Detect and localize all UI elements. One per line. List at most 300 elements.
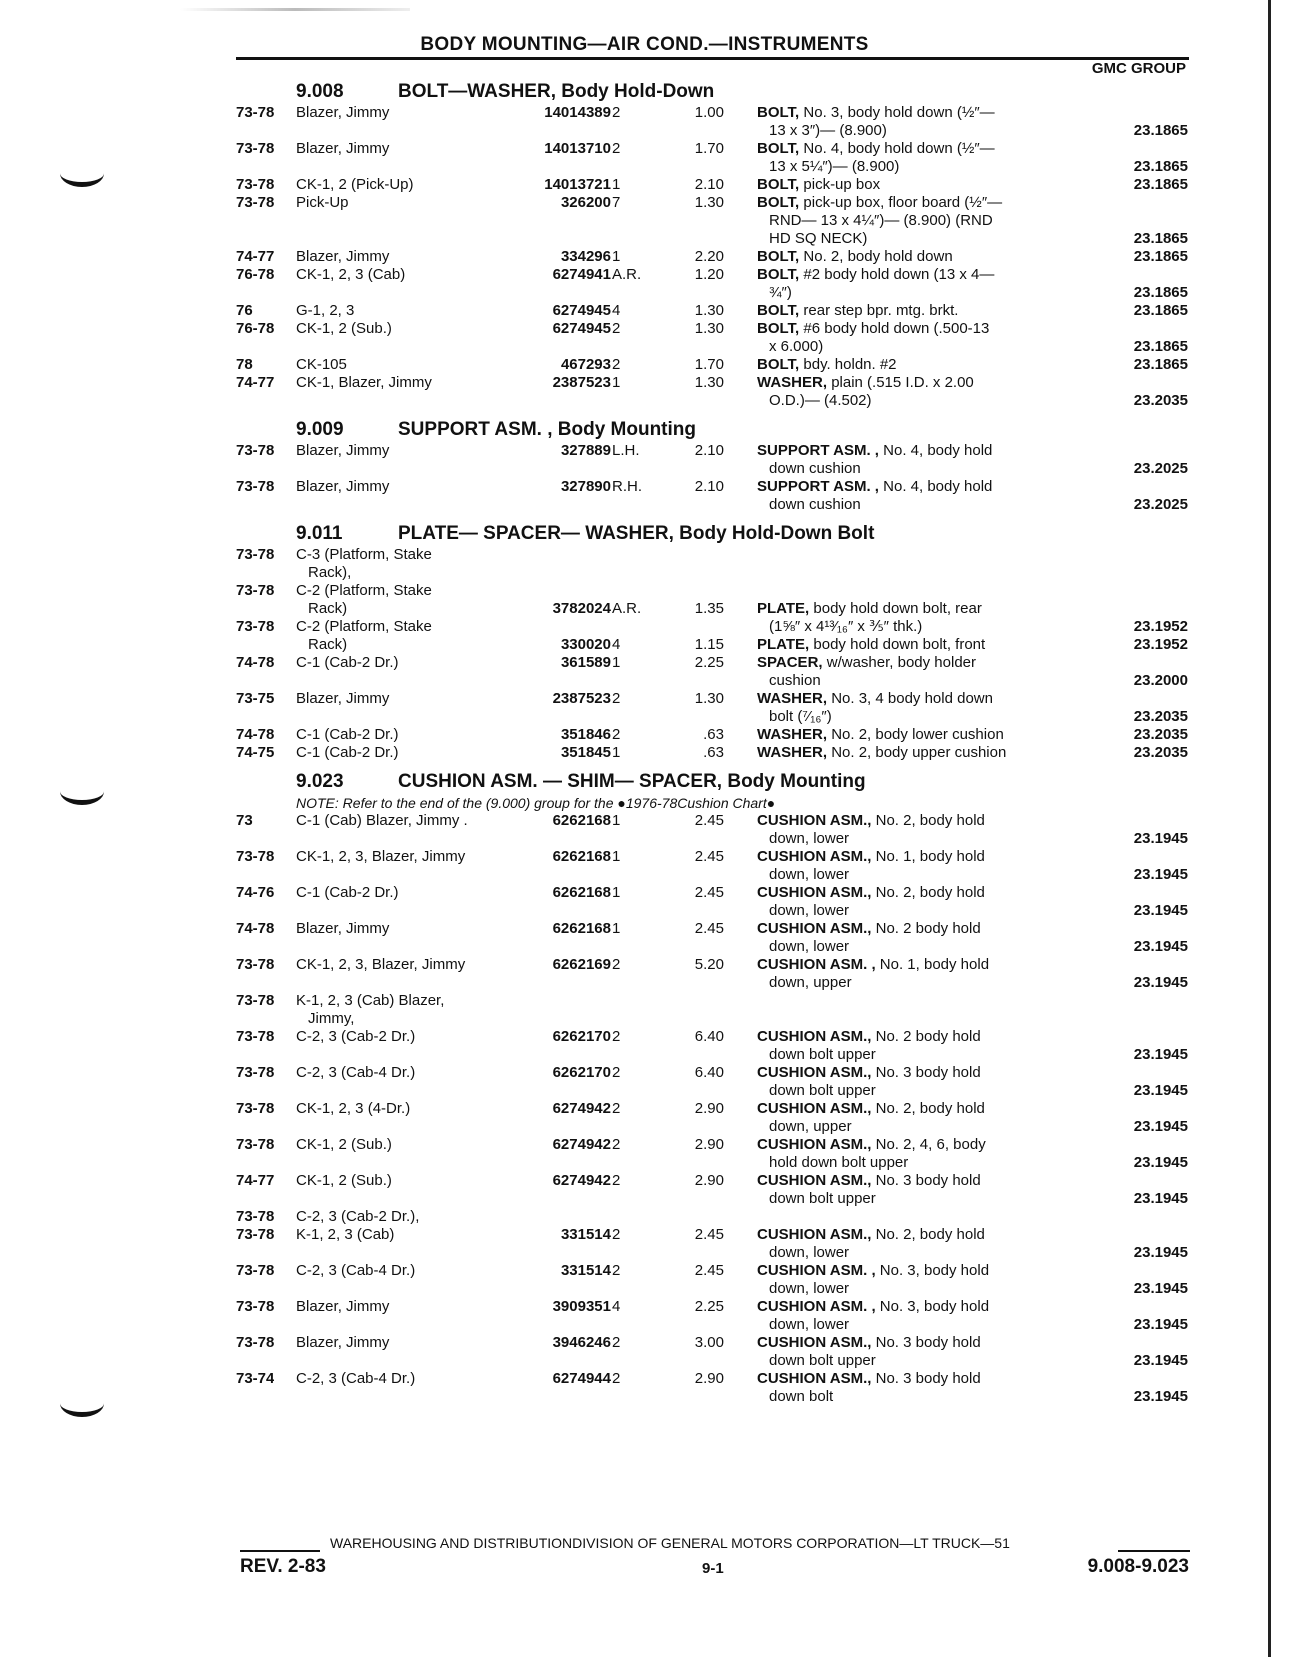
section-title: BOLT—WASHER, Body Hold-Down: [398, 81, 715, 102]
list-price: 1.30: [694, 194, 724, 211]
model-line: CK-1, 2, 3, Blazer, Jimmy: [296, 956, 466, 973]
description-line: [757, 320, 1069, 338]
model-years: 74-78: [236, 726, 275, 743]
title-rule: [236, 57, 1189, 60]
description-line: [757, 726, 1069, 744]
description-line: [757, 1082, 1069, 1100]
part-number: 467293: [560, 356, 611, 373]
part-description: [757, 248, 1069, 266]
description-text: 13 x 3″)— (8.900): [769, 122, 887, 139]
part-type: WASHER,: [757, 374, 828, 391]
part-number: 6262168: [552, 884, 611, 901]
model-years: 73-78: [236, 176, 275, 193]
model-line: Jimmy,: [308, 1010, 355, 1027]
part-description: [757, 176, 1069, 194]
part-description: [757, 884, 1069, 920]
section-title: SUPPORT ASM. , Body Mounting: [398, 419, 696, 440]
description-line: [757, 230, 1069, 248]
description-line: [757, 902, 1069, 920]
quantity: 2: [612, 320, 621, 337]
parts-catalog: [0, 80, 1289, 1406]
description-text: down, lower: [769, 1280, 850, 1297]
model-line: Blazer, Jimmy: [296, 1298, 390, 1315]
part-type: BOLT,: [757, 176, 800, 193]
part-description: [757, 266, 1069, 302]
quantity: 2: [612, 1100, 621, 1117]
quantity: 2: [612, 1028, 621, 1045]
section-range: 9.008-9.023: [1087, 1556, 1189, 1577]
quantity: 1: [612, 248, 621, 265]
model-line: CK-1, 2, 3 (4-Dr.): [296, 1100, 411, 1117]
group-code: 23.1865: [1133, 158, 1188, 175]
description-text: bolt (⁷⁄₁₆″): [769, 708, 832, 725]
part-number: 2387523: [552, 374, 611, 391]
group-code: 23.1945: [1133, 1082, 1188, 1099]
quantity: 1: [612, 848, 621, 865]
part-type: CUSHION ASM. ,: [757, 956, 876, 973]
list-price: 6.40: [694, 1064, 724, 1081]
description-line: [757, 920, 1069, 938]
part-row: [0, 1136, 1289, 1172]
list-price: 2.45: [694, 920, 724, 937]
section-header: [0, 418, 1289, 442]
description-line: [757, 866, 1069, 884]
part-description: [757, 690, 1069, 726]
part-row: [0, 848, 1289, 884]
group-code: 23.1945: [1133, 1316, 1188, 1333]
list-price: 2.90: [694, 1136, 724, 1153]
description-line: [757, 654, 1069, 672]
group-code: 23.1865: [1133, 338, 1188, 355]
part-description: [757, 374, 1069, 410]
model-line: CK-1, Blazer, Jimmy: [296, 374, 432, 391]
part-description: [757, 1334, 1069, 1370]
page-title: BODY MOUNTING—AIR COND.—INSTRUMENTS: [420, 34, 869, 55]
list-price: 1.70: [694, 140, 724, 157]
description-text: down, upper: [769, 974, 852, 991]
group-code: 23.1865: [1133, 248, 1188, 265]
part-type: CUSHION ASM. ,: [757, 1262, 876, 1279]
quantity: R.H.: [612, 478, 642, 495]
description-line: [757, 1370, 1069, 1388]
model-line: Blazer, Jimmy: [296, 478, 390, 495]
description-text: No. 2, body hold: [875, 812, 985, 829]
part-number: 351845: [560, 744, 611, 761]
quantity: 1: [612, 920, 621, 937]
description-line: [757, 496, 1069, 514]
description-line: [757, 1226, 1069, 1244]
description-line: [757, 302, 1069, 320]
description-text: #2 body hold down (13 x 4—: [803, 266, 995, 283]
description-line: [757, 122, 1069, 140]
model-line: CK-1, 2 (Sub.): [296, 320, 392, 337]
description-text: No. 2, body upper cushion: [831, 744, 1007, 761]
part-type: PLATE,: [757, 600, 810, 617]
note-text: NOTE: Refer to the end of the (9.000) group for the ●1976-78Cushion Chart●: [296, 795, 776, 811]
part-number: 6262169: [552, 956, 611, 973]
section-header: [0, 80, 1289, 104]
part-row: [0, 690, 1289, 726]
model-line: Rack),: [308, 564, 352, 581]
part-row: [0, 248, 1289, 266]
quantity: A.R.: [612, 266, 642, 283]
part-type: BOLT,: [757, 266, 800, 283]
model-line: CK-1, 2 (Sub.): [296, 1172, 392, 1189]
part-description: [757, 920, 1069, 956]
model-years: 74-77: [236, 374, 275, 391]
group-code: 23.1945: [1133, 830, 1188, 847]
list-price: 5.20: [694, 956, 724, 973]
part-row: [0, 302, 1289, 320]
part-description: [757, 1262, 1069, 1298]
group-code: 23.2035: [1133, 392, 1188, 409]
description-text: No. 3 body hold: [875, 1370, 981, 1387]
list-price: 2.45: [694, 1226, 724, 1243]
list-price: 2.90: [694, 1100, 724, 1117]
part-description: [757, 140, 1069, 176]
model-years: 73-78: [236, 1208, 275, 1225]
description-text: O.D.)— (4.502): [769, 392, 872, 409]
part-type: CUSHION ASM.,: [757, 1172, 872, 1189]
description-line: [757, 1046, 1069, 1064]
model-years: 73-75: [236, 690, 275, 707]
model-years: 73-78: [236, 104, 275, 121]
part-type: CUSHION ASM.,: [757, 1100, 872, 1117]
description-line: [757, 1388, 1069, 1406]
description-text: No. 3, body hold: [879, 1262, 990, 1279]
model-years: 73-78: [236, 546, 275, 563]
description-text: pick-up box: [803, 176, 881, 193]
model-line: C-2, 3 (Cab-2 Dr.),: [296, 1208, 420, 1225]
section-header: [0, 522, 1289, 546]
list-price: 1.30: [694, 374, 724, 391]
part-number: 351846: [560, 726, 611, 743]
list-price: 1.70: [694, 356, 724, 373]
quantity: 4: [612, 302, 621, 319]
part-type: BOLT,: [757, 320, 800, 337]
quantity: 2: [612, 1334, 621, 1351]
list-price: 2.45: [694, 848, 724, 865]
description-text: No. 2 body hold: [875, 920, 981, 937]
section-number: 9.009: [296, 419, 344, 440]
list-price: .63: [703, 744, 724, 761]
quantity: 1: [612, 744, 621, 761]
part-type: CUSHION ASM.,: [757, 848, 872, 865]
part-type: CUSHION ASM. ,: [757, 1298, 876, 1315]
part-number: 6262168: [552, 812, 611, 829]
description-line: [757, 1064, 1069, 1082]
quantity: 4: [612, 1298, 621, 1315]
group-code: 23.1865: [1133, 302, 1188, 319]
part-description: [757, 1064, 1069, 1100]
description-text: No. 2, body hold: [875, 884, 985, 901]
vehicle-model: [296, 1208, 506, 1226]
quantity: 2: [612, 104, 621, 121]
part-row: [0, 1208, 1289, 1226]
description-line: [757, 1316, 1069, 1334]
group-code: 23.1945: [1133, 1388, 1188, 1405]
model-line: Blazer, Jimmy: [296, 140, 390, 157]
quantity: 2: [612, 726, 621, 743]
description-text: rear step bpr. mtg. brkt.: [803, 302, 959, 319]
group-code: 23.1952: [1133, 636, 1188, 653]
model-years: 73-78: [236, 992, 275, 1009]
model-line: C-3 (Platform, Stake: [296, 546, 432, 563]
part-description: [757, 302, 1069, 320]
model-years: 73-78: [236, 1298, 275, 1315]
list-price: 6.40: [694, 1028, 724, 1045]
part-number: 326200: [560, 194, 611, 211]
part-number: 331514: [560, 1226, 611, 1243]
description-line: [757, 848, 1069, 866]
description-line: [757, 1280, 1069, 1298]
model-line: C-2, 3 (Cab-2 Dr.): [296, 1028, 416, 1045]
part-row: [0, 478, 1289, 514]
description-text: down, lower: [769, 866, 850, 883]
part-number: 6274942: [552, 1100, 611, 1117]
group-code: 23.2035: [1133, 726, 1188, 743]
model-line: C-2, 3 (Cab-4 Dr.): [296, 1370, 416, 1387]
model-line: C-1 (Cab-2 Dr.): [296, 654, 399, 671]
description-line: [757, 1190, 1069, 1208]
part-number: 6262168: [552, 920, 611, 937]
list-price: 2.45: [694, 1262, 724, 1279]
description-line: [757, 194, 1069, 212]
description-line: [757, 266, 1069, 284]
part-type: BOLT,: [757, 356, 800, 373]
description-text: No. 3, 4 body hold down: [831, 690, 993, 707]
description-text: down bolt upper: [769, 1352, 876, 1369]
model-years: 73-78: [236, 1100, 275, 1117]
model-years: 73: [236, 812, 253, 829]
group-code: 23.1952: [1133, 618, 1188, 635]
description-text: pick-up box, floor board (½″—: [803, 194, 1003, 211]
description-line: [757, 104, 1069, 122]
description-line: [757, 1244, 1069, 1262]
description-text: No. 3 body hold: [875, 1334, 981, 1351]
description-text: No. 3, body hold down (½″—: [803, 104, 995, 121]
part-type: WASHER,: [757, 690, 828, 707]
group-code: 23.2025: [1133, 460, 1188, 477]
section-number: 9.008: [296, 81, 344, 102]
group-code: 23.2025: [1133, 496, 1188, 513]
list-price: 2.90: [694, 1172, 724, 1189]
model-line: C-1 (Cab) Blazer, Jimmy .: [296, 812, 468, 829]
part-description: [757, 956, 1069, 992]
model-line: Blazer, Jimmy: [296, 1334, 390, 1351]
model-years: 73-74: [236, 1370, 275, 1387]
description-line: [757, 392, 1069, 410]
model-line: CK-105: [296, 356, 347, 373]
description-text: cushion: [769, 672, 821, 689]
list-price: 2.45: [694, 812, 724, 829]
model-years: 76: [236, 302, 253, 319]
part-description: [757, 812, 1069, 848]
description-line: [757, 1028, 1069, 1046]
description-text: No. 3, body hold: [879, 1298, 990, 1315]
part-row: [0, 442, 1289, 478]
part-row: [0, 194, 1289, 248]
part-row: [0, 884, 1289, 920]
part-type: PLATE,: [757, 636, 810, 653]
part-number: 6262168: [552, 848, 611, 865]
description-text: bdy. holdn. #2: [803, 356, 897, 373]
description-line: [757, 338, 1069, 356]
description-line: [757, 1352, 1069, 1370]
description-text: #6 body hold down (.500-13: [803, 320, 990, 337]
description-line: [757, 212, 1069, 230]
model-line: C-1 (Cab-2 Dr.): [296, 744, 399, 761]
part-description: [757, 1100, 1069, 1136]
vehicle-model: [296, 992, 506, 1028]
group-code: 23.1945: [1133, 1352, 1188, 1369]
part-description: [757, 1136, 1069, 1172]
model-line: C-2 (Platform, Stake: [296, 618, 432, 635]
part-type: CUSHION ASM.,: [757, 1064, 872, 1081]
revision-label: REV. 2-83: [240, 1556, 326, 1577]
part-type: BOLT,: [757, 302, 800, 319]
description-line: [757, 956, 1069, 974]
description-line: [757, 248, 1069, 266]
part-number: 334296: [560, 248, 611, 265]
part-number: 331514: [560, 1262, 611, 1279]
description-text: hold down bolt upper: [769, 1154, 909, 1171]
description-text: No. 2, body hold: [875, 1100, 985, 1117]
description-line: [757, 460, 1069, 478]
part-number: 330020: [560, 636, 611, 653]
part-row: [0, 1262, 1289, 1298]
model-years: 74-78: [236, 654, 275, 671]
list-price: 2.45: [694, 884, 724, 901]
model-years: 73-78: [236, 478, 275, 495]
part-number: 6274945: [552, 320, 611, 337]
quantity: 2: [612, 956, 621, 973]
list-price: 2.10: [694, 442, 724, 459]
model-line: Blazer, Jimmy: [296, 920, 390, 937]
description-line: [757, 812, 1069, 830]
quantity: A.R.: [612, 600, 642, 617]
quantity: 2: [612, 1226, 621, 1243]
model-line: Blazer, Jimmy: [296, 104, 390, 121]
part-type: CUSHION ASM.,: [757, 1226, 872, 1243]
model-line: C-2, 3 (Cab-4 Dr.): [296, 1064, 416, 1081]
quantity: 2: [612, 1172, 621, 1189]
part-row: [0, 320, 1289, 356]
description-text: down, lower: [769, 938, 850, 955]
group-code: 23.1945: [1133, 1244, 1188, 1261]
description-line: [757, 1262, 1069, 1280]
group-label: GMC GROUP: [1091, 60, 1186, 77]
model-line: C-2, 3 (Cab-4 Dr.): [296, 1262, 416, 1279]
group-code: 23.2035: [1133, 708, 1188, 725]
list-price: 1.15: [694, 636, 724, 653]
quantity: 2: [612, 1370, 621, 1387]
part-row: [0, 1100, 1289, 1136]
part-type: SUPPORT ASM. ,: [757, 478, 879, 495]
description-line: [757, 938, 1069, 956]
group-code: 23.1865: [1133, 284, 1188, 301]
description-text: No. 2, body hold: [875, 1226, 985, 1243]
part-row: [0, 956, 1289, 992]
model-line: CK-1, 2, 3 (Cab): [296, 266, 406, 283]
footer-rule: [1118, 1550, 1190, 1552]
part-number: 6262170: [552, 1028, 611, 1045]
description-text: ¾″): [769, 284, 792, 301]
part-description: [757, 1370, 1069, 1406]
description-line: [757, 1154, 1069, 1172]
description-text: plain (.515 I.D. x 2.00: [831, 374, 974, 391]
part-type: CUSHION ASM.,: [757, 1028, 872, 1045]
part-description: [757, 478, 1069, 514]
section-header: [0, 770, 1289, 794]
part-row: [0, 1334, 1289, 1370]
description-text: No. 4, body hold: [883, 442, 993, 459]
part-number: 6274942: [552, 1172, 611, 1189]
model-years: 73-78: [236, 1064, 275, 1081]
part-row: [0, 1298, 1289, 1334]
description-text: (1⅝″ x 4¹³⁄₁₆″ x ⅗″ thk.): [769, 618, 923, 635]
description-line: [757, 442, 1069, 460]
description-line: [757, 974, 1069, 992]
description-line: [757, 744, 1069, 762]
description-text: down, lower: [769, 902, 850, 919]
scan-artifact: [180, 8, 410, 11]
description-text: 13 x 5¼″)— (8.900): [769, 158, 900, 175]
quantity: 2: [612, 1064, 621, 1081]
section-number: 9.011: [296, 523, 343, 544]
model-years: 73-78: [236, 1262, 275, 1279]
description-line: [757, 176, 1069, 194]
description-line: [757, 690, 1069, 708]
part-number: 14013721: [544, 176, 611, 193]
part-type: BOLT,: [757, 104, 800, 121]
description-line: [757, 636, 1069, 654]
footer-rule: [240, 1550, 320, 1552]
model-years: 73-78: [236, 956, 275, 973]
description-text: down, lower: [769, 1244, 850, 1261]
part-description: [757, 194, 1069, 248]
part-description: [757, 726, 1069, 744]
model-years: 76-78: [236, 320, 275, 337]
description-text: No. 2 body hold: [875, 1028, 981, 1045]
part-description: [757, 1172, 1069, 1208]
part-type: WASHER,: [757, 744, 828, 761]
part-row: [0, 140, 1289, 176]
group-code: 23.1945: [1133, 902, 1188, 919]
model-years: 74-77: [236, 248, 275, 265]
model-line: G-1, 2, 3: [296, 302, 355, 319]
part-row: [0, 992, 1289, 1028]
description-text: down bolt upper: [769, 1082, 876, 1099]
page-number: 9-1: [702, 1560, 724, 1577]
section-title: PLATE— SPACER— WASHER, Body Hold-Down Bolt: [398, 523, 875, 544]
quantity: 2: [612, 356, 621, 373]
description-text: down bolt: [769, 1388, 834, 1405]
part-description: [757, 744, 1069, 762]
list-price: .63: [703, 726, 724, 743]
vehicle-model: [296, 546, 506, 582]
model-line: K-1, 2, 3 (Cab) Blazer,: [296, 992, 445, 1009]
description-text: down cushion: [769, 460, 861, 477]
part-number: 3909351: [552, 1298, 611, 1315]
quantity: 2: [612, 140, 621, 157]
section-note: [0, 794, 1289, 812]
group-code: 23.1945: [1133, 866, 1188, 883]
description-text: down bolt upper: [769, 1190, 876, 1207]
quantity: 7: [612, 194, 621, 211]
list-price: 1.30: [694, 690, 724, 707]
part-number: 14014389: [544, 104, 611, 121]
